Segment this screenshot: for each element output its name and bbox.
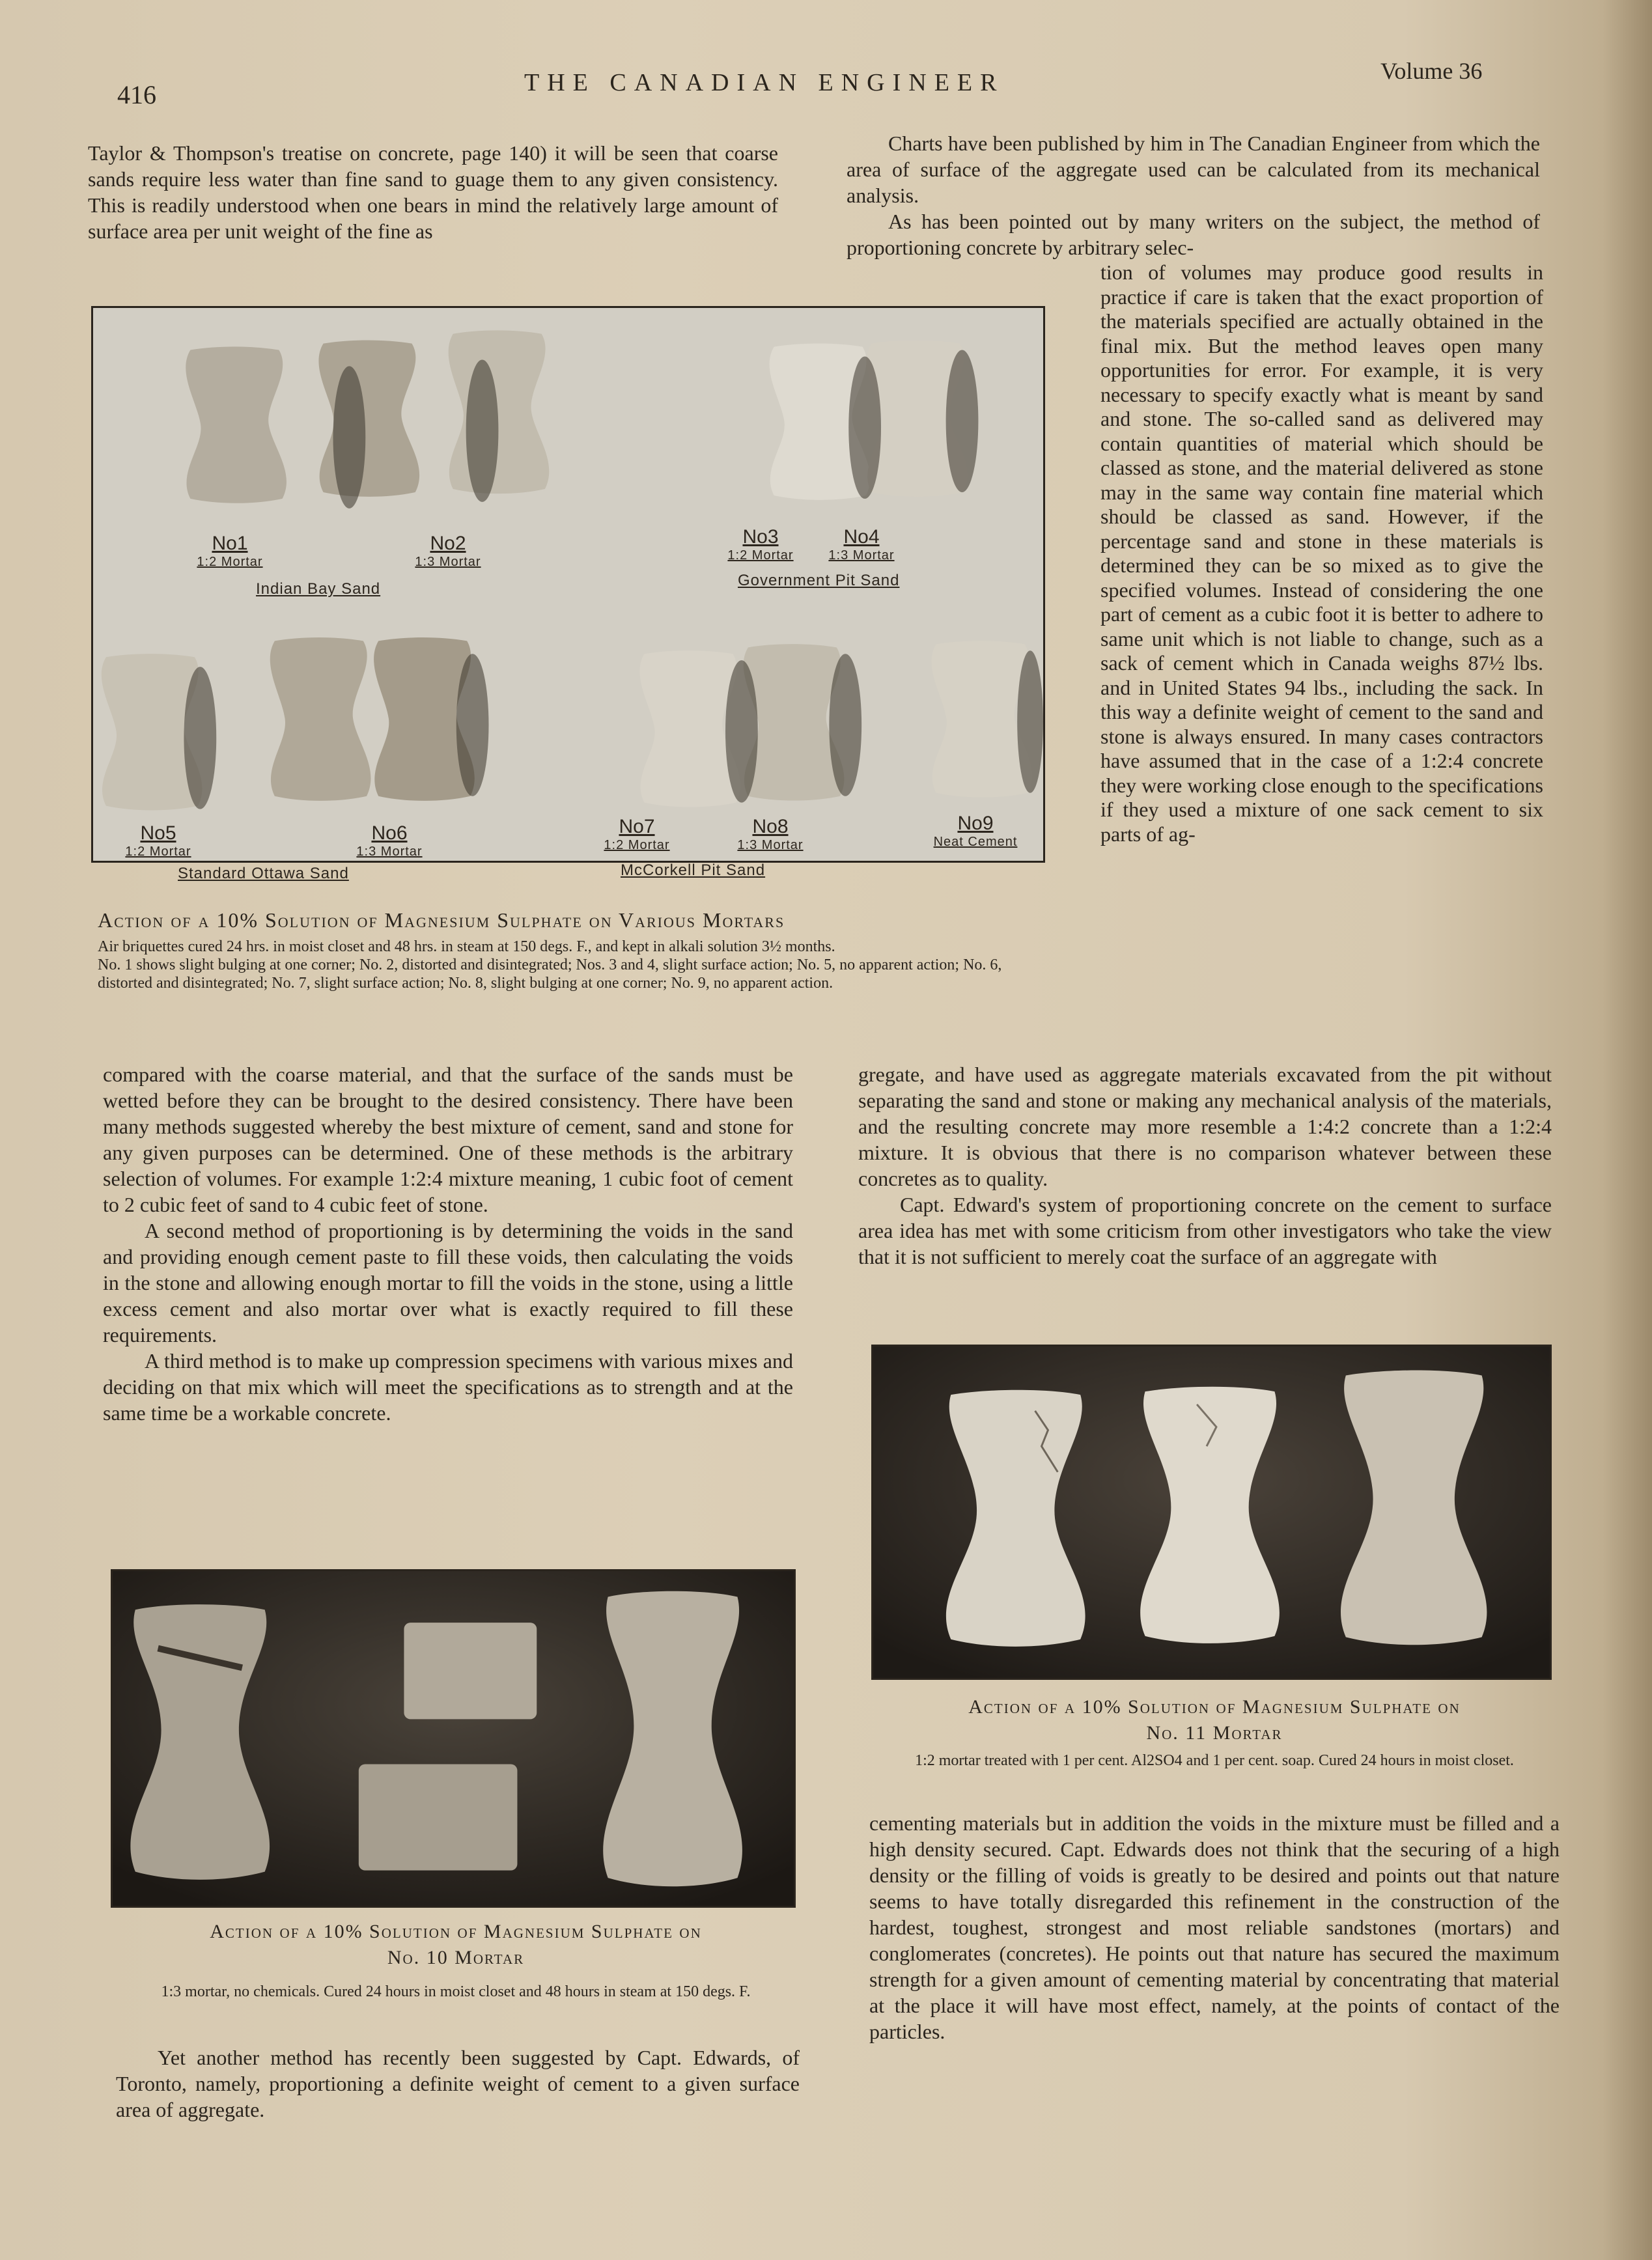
label-no7	[588, 816, 686, 853]
figure-no11-photo	[871, 1345, 1552, 1680]
narrow-column-paragraph: tion of volumes may produce good results in practice if care is taken that the exact proportion of the materials specified are actually obtained in the final mix. But the method leaves open many opportunities for error. For example, it is very necessary to specify exactly what is meant by sand and stone. The so-called sand as delivered may contain quantities of material which should be classed as stone, and the material delivered as stone may in the same way contain fine material which should be classed as sand. However, if the percentage sand and stone in these materials is determined they can be so mixed as to give the specified volumes. Instead of considering the one part of cement as a cubic foot it is better to adhere to same unit which is not liable to change, such as a sack of cement which in Canada weighs 87½ lbs. and in United States 94 lbs., including the sack. In this way a definite weight of cement to the sand and stone is always ensured. In many cases contractors have assumed that in the case of a 1:2:4 concrete they were working close enough to the specifications if they used a mixture of one sack cement to six parts of ag-	[1100, 260, 1543, 846]
page-number: 416	[117, 80, 156, 109]
label-no8	[721, 816, 819, 853]
label-no9-mix: Neat Cement	[933, 835, 1018, 849]
label-no7-number: No7	[619, 816, 655, 837]
label-no9-number: No9	[957, 813, 994, 834]
label-no2-number: No2	[430, 533, 466, 554]
label-no9	[917, 813, 1034, 850]
group-standard-ottawa-sand: Standard Ottawa Sand	[178, 865, 349, 882]
mid-left-text	[103, 1061, 793, 1426]
mid-right-paragraph-2: Capt. Edward's system of proportioning concrete on the cement to surface area idea has met with some criticism from other investigators who take the view that it is not sufficient to merely coat the surface of an aggregate with	[858, 1193, 1552, 1268]
journal-title: THE CANADIAN ENGINEER	[524, 69, 1005, 96]
briquettes-photo-no11	[873, 1346, 1550, 1678]
label-no1	[178, 533, 282, 570]
figure-1-note-2: No. 1 shows slight bulging at one corner; No. 2, distorted and disintegrated; Nos. 3 and 4, slight surface action; No. 5, no apparent action; No. 6, distorted and disintegrated; No. 7, slight surface action; No. 8, slight bulging at one corner; No. 9, no apparent action.	[98, 956, 1002, 992]
bottom-left-paragraph: Yet another method has recently been suggested by Capt. Edwards, of Toronto, namely, proportioning a definite weight of cement to a given surface area of aggregate.	[116, 2046, 800, 2121]
figure-no10-caption-1: Action of a 10% Solution of Magnesium Sulphate on	[210, 1921, 702, 1942]
briquettes-photo-no10	[113, 1571, 794, 1906]
group-mccorkell-pit-sand: McCorkell Pit Sand	[621, 861, 766, 879]
label-no3-number: No3	[742, 526, 779, 548]
mid-right-text	[858, 1061, 1552, 1270]
mid-right-paragraph-1: gregate, and have used as aggregate materials excavated from the pit without separating the sand and stone or making any mechanical analysis of the materials, and the resulting concrete may more resemble a 1:4:2 concrete than a 1:2:4 mixture. It is obvious that there is no comparison whatever between these concretes as to quality.	[858, 1063, 1552, 1190]
label-no2	[393, 533, 503, 570]
label-no4	[813, 526, 910, 563]
figure-no11-caption-2: No. 11 Mortar	[1146, 1722, 1283, 1744]
figure-no10-note: 1:3 mortar, no chemicals. Cured 24 hours in moist closet and 48 hours in steam at 150 degs. F.	[161, 1983, 751, 2000]
top-right-text	[847, 130, 1540, 260]
label-no4-number: No4	[843, 526, 880, 548]
top-right-paragraph-1: Charts have been published by him in The Canadian Engineer from which the area of surface of the aggregate used can be calculated from its mechanical analysis.	[847, 132, 1540, 207]
narrow-column-text	[1100, 260, 1543, 846]
figure-no11-caption-1: Action of a 10% Solution of Magnesium Sulphate on	[968, 1696, 1461, 1718]
label-no6	[334, 822, 445, 859]
bottom-right-text	[869, 1810, 1560, 2044]
mid-left-paragraph-3: A third method is to make up compression specimens with various mixes and deciding on that mix which will meet the specifications as to strength and at the same time be a workable concrete.	[103, 1349, 793, 1425]
figure-1-note-1: Air briquettes cured 24 hrs. in moist closet and 48 hrs. in steam at 150 degs. F., and kept in alkali solution 3½ months.	[98, 938, 835, 955]
label-no7-mix: 1:2 Mortar	[604, 838, 670, 852]
figure-1-caption: Action of a 10% Solution of Magnesium Sulphate on Various Mortars	[98, 908, 785, 932]
label-no1-mix: 1:2 Mortar	[197, 555, 263, 569]
figure-no11-note: 1:2 mortar treated with 1 per cent. Al2SO4 and 1 per cent. soap. Cured 24 hours in moist closet.	[915, 1752, 1514, 1769]
label-no4-mix: 1:3 Mortar	[828, 548, 895, 563]
label-no2-mix: 1:3 Mortar	[415, 555, 481, 569]
label-no8-number: No8	[752, 816, 789, 837]
top-left-paragraph: Taylor & Thompson's treatise on concrete, page 140) it will be seen that coarse sands require less water than fine sand to guage them to any given consistency. This is readily understood when one bears in mind the relatively large amount of surface area per unit weight of the fine as	[88, 141, 778, 243]
label-no8-mix: 1:3 Mortar	[737, 838, 804, 852]
bottom-left-text	[116, 2044, 800, 2123]
group-indian-bay-sand: Indian Bay Sand	[256, 580, 381, 598]
label-no5-number: No5	[140, 822, 176, 844]
figure-no10-photo	[111, 1569, 796, 1908]
top-right-paragraph-2: As has been pointed out by many writers on the subject, the method of proportioning concrete by arbitrary selec-	[847, 210, 1540, 259]
mid-left-paragraph-2: A second method of proportioning is by determining the voids in the sand and providing enough cement paste to fill these voids, then calculating the voids in the stone and allowing enough mortar to fill the voids in the stone, using a little excess cement and also mortar over what is exactly required to fill these requirements.	[103, 1219, 793, 1346]
group-government-pit-sand: Government Pit Sand	[738, 572, 900, 589]
volume-label: Volume 36	[1380, 58, 1483, 84]
briquettes-photo-1	[93, 308, 1043, 861]
label-no5	[109, 822, 207, 859]
label-no6-mix: 1:3 Mortar	[356, 844, 423, 859]
bottom-right-paragraph: cementing materials but in addition the voids in the mixture must be filled and a high density secured. Capt. Edwards does not think that the securing of a high density or the filling of voids is greatly to be desired and points out that nature seems to have totally disregarded this refinement in the construction of the hardest, toughest, strongest and most reliable sandstones (mortars) and conglomerates (concretes). He points out that nature has secured the maximum strength for a given amount of cementing material by concentrating that material at the place it will have most effect, namely, at the points of contact of the particles.	[869, 1811, 1560, 2043]
label-no5-mix: 1:2 Mortar	[125, 844, 191, 859]
figure-1-photo	[91, 306, 1045, 882]
label-no3	[712, 526, 809, 563]
top-left-text	[88, 140, 778, 244]
figure-no10-caption-2: No. 10 Mortar	[387, 1947, 525, 1968]
label-no6-number: No6	[371, 822, 408, 844]
figure-1-notes	[98, 938, 1055, 992]
label-no3-mix: 1:2 Mortar	[727, 548, 794, 563]
label-no1-number: No1	[212, 533, 248, 554]
mid-left-paragraph-1: compared with the coarse material, and that the surface of the sands must be wetted before they can be brought to the desired consistency. There have been many methods suggested whereby the best mixture of cement, sand and stone for any given purposes can be determined. One of these methods is the arbitrary selection of volumes. For example 1:2:4 mixture meaning, 1 cubic foot of cement to 2 cubic feet of sand to 4 cubic feet of stone.	[103, 1063, 793, 1216]
